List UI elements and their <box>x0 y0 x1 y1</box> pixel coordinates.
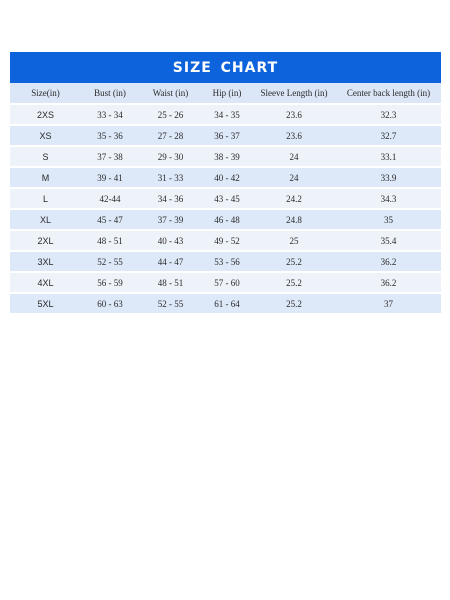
hip-cell: 43 - 45 <box>202 189 252 210</box>
table-row <box>10 168 441 189</box>
waist-cell: 37 - 39 <box>139 210 202 231</box>
waist-cell: 29 - 30 <box>139 147 202 168</box>
bust-cell: 52 - 55 <box>81 252 139 273</box>
sleeve-length-cell: 24.8 <box>252 210 336 231</box>
size-cell: 5XL <box>10 294 81 315</box>
hip-cell: 40 - 42 <box>202 168 252 189</box>
table-row <box>10 126 441 147</box>
table-row <box>10 210 441 231</box>
size-cell: XS <box>10 126 81 147</box>
center-back-length-cell: 35 <box>336 210 441 231</box>
hip-cell: 49 - 52 <box>202 231 252 252</box>
center-back-length-cell: 33.9 <box>336 168 441 189</box>
bust-cell: 33 - 34 <box>81 105 139 126</box>
size-cell: 2XS <box>10 105 81 126</box>
center-back-length-cell: 35.4 <box>336 231 441 252</box>
table-row <box>10 252 441 273</box>
size-chart <box>10 52 441 315</box>
size-cell: 4XL <box>10 273 81 294</box>
waist-cell: 27 - 28 <box>139 126 202 147</box>
table-row <box>10 231 441 252</box>
bust-cell: 48 - 51 <box>81 231 139 252</box>
center-back-length-cell: 34.3 <box>336 189 441 210</box>
table-row <box>10 294 441 315</box>
sleeve-length-cell: 24 <box>252 168 336 189</box>
hip-cell: 57 - 60 <box>202 273 252 294</box>
table-row <box>10 189 441 210</box>
center-back-length-cell: 33.1 <box>336 147 441 168</box>
column-header-bust: Bust (in) <box>81 83 139 105</box>
waist-cell: 25 - 26 <box>139 105 202 126</box>
table-row <box>10 273 441 294</box>
center-back-length-cell: 32.7 <box>336 126 441 147</box>
column-header-sleeve-length: Sleeve Length (in) <box>252 83 336 105</box>
hip-cell: 61 - 64 <box>202 294 252 315</box>
center-back-length-cell: 32.3 <box>336 105 441 126</box>
waist-cell: 31 - 33 <box>139 168 202 189</box>
center-back-length-cell: 36.2 <box>336 252 441 273</box>
column-header-size: Size(in) <box>10 83 81 105</box>
sleeve-length-cell: 25.2 <box>252 294 336 315</box>
center-back-length-cell: 37 <box>336 294 441 315</box>
table-row <box>10 105 441 126</box>
size-cell: S <box>10 147 81 168</box>
size-cell: L <box>10 189 81 210</box>
waist-cell: 48 - 51 <box>139 273 202 294</box>
waist-cell: 40 - 43 <box>139 231 202 252</box>
table-row <box>10 147 441 168</box>
bust-cell: 42-44 <box>81 189 139 210</box>
table-header-row <box>10 83 441 105</box>
waist-cell: 34 - 36 <box>139 189 202 210</box>
sleeve-length-cell: 24 <box>252 147 336 168</box>
bust-cell: 45 - 47 <box>81 210 139 231</box>
sleeve-length-cell: 24.2 <box>252 189 336 210</box>
column-header-center-back-length: Center back length (in) <box>336 83 441 105</box>
sleeve-length-cell: 23.6 <box>252 126 336 147</box>
waist-cell: 44 - 47 <box>139 252 202 273</box>
bust-cell: 56 - 59 <box>81 273 139 294</box>
sleeve-length-cell: 25 <box>252 231 336 252</box>
column-header-hip: Hip (in) <box>202 83 252 105</box>
hip-cell: 34 - 35 <box>202 105 252 126</box>
size-chart-title: SIZE CHART <box>10 52 441 83</box>
bust-cell: 35 - 36 <box>81 126 139 147</box>
column-header-waist: Waist (in) <box>139 83 202 105</box>
sleeve-length-cell: 25.2 <box>252 252 336 273</box>
hip-cell: 38 - 39 <box>202 147 252 168</box>
bust-cell: 37 - 38 <box>81 147 139 168</box>
hip-cell: 46 - 48 <box>202 210 252 231</box>
sleeve-length-cell: 23.6 <box>252 105 336 126</box>
size-cell: M <box>10 168 81 189</box>
size-cell: XL <box>10 210 81 231</box>
table-body <box>10 105 441 315</box>
size-cell: 3XL <box>10 252 81 273</box>
center-back-length-cell: 36.2 <box>336 273 441 294</box>
hip-cell: 36 - 37 <box>202 126 252 147</box>
size-cell: 2XL <box>10 231 81 252</box>
bust-cell: 60 - 63 <box>81 294 139 315</box>
size-table <box>10 83 441 315</box>
hip-cell: 53 - 56 <box>202 252 252 273</box>
bust-cell: 39 - 41 <box>81 168 139 189</box>
waist-cell: 52 - 55 <box>139 294 202 315</box>
sleeve-length-cell: 25.2 <box>252 273 336 294</box>
